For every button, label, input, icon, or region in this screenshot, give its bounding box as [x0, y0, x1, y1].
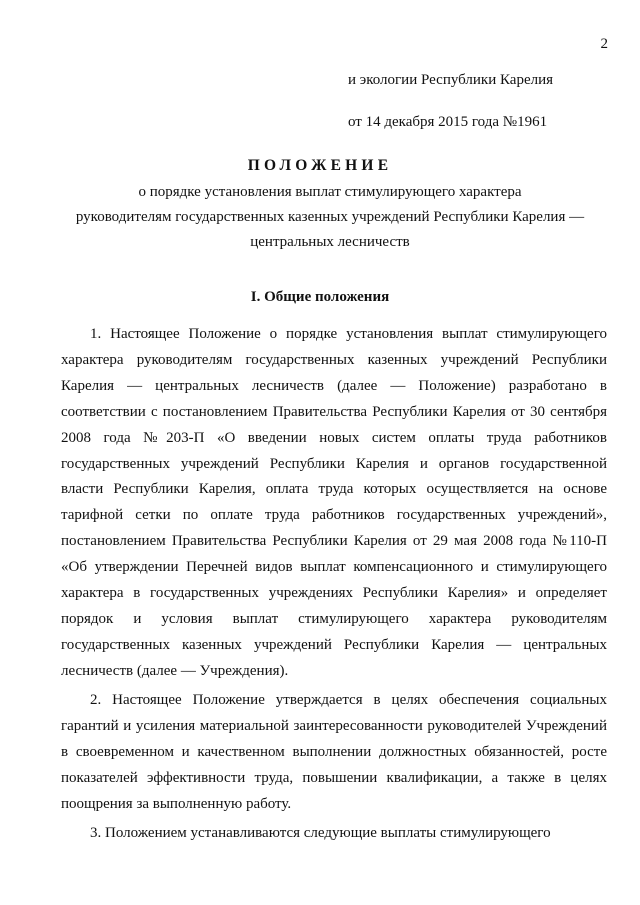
header-line-order-date: от 14 декабря 2015 года №1961 — [348, 114, 548, 130]
page-number: 2 — [600, 36, 608, 52]
subtitle-line-1: о порядке установления выплат стимулирующего характера — [138, 184, 522, 200]
approval-header — [348, 70, 553, 132]
paragraph-1: 1. Настоящее Положение о порядке установления выплат стимулирующего характера руководителям государственных казенных учреждений Республики Карелия — центральных лесничеств (далее — Положение) разработано в соответствии с постановлением Правительства Республики Карелия от 30 сентября 2008 года №203-П «О введении новых систем оплаты труда работников государственных учреждений Республики Карелия и органов государственной власти Республики Карелия, оплата труда которых осуществляется на основе тарифной сетки по оплате труда работников государственных учреждений», постановлением Правительства Республики Карелия от 29 мая 2008 года №110-П «Об утверждении Перечней видов выплат компенсационного и стимулирующего характера в государственных учреждениях Республики Карелия» и определяет порядок и условия выплат стимулирующего характера руководителям государственных казенных учреждений Республики Карелия — центральных лесничеств (далее — Учреждения). — [61, 326, 607, 679]
subtitle-line-3: центральных лесничеств — [250, 234, 410, 250]
document-subtitle — [60, 180, 600, 255]
paragraph-2: 2. Настоящее Положение утверждается в целях обеспечения социальных гарантий и усиления материальной заинтересованности руководителей Учреждений в своевременном и качественном выполнении должностных обязанностей, росте показателей эффективности труда, повышении квалификации, а также в целях поощрения за выполненную работу. — [61, 692, 607, 812]
subtitle-line-2: руководителям государственных казенных учреждений Республики Карелия — — [75, 209, 585, 225]
section-body — [61, 322, 607, 847]
document-title: ПОЛОЖЕНИЕ — [247, 157, 393, 174]
paragraph-3: 3. Положением устанавливаются следующие выплаты стимулирующего — [90, 825, 551, 842]
section-heading: I. Общие положения — [250, 289, 390, 305]
header-line-ministry: и экологии Республики Карелия — [348, 72, 554, 88]
